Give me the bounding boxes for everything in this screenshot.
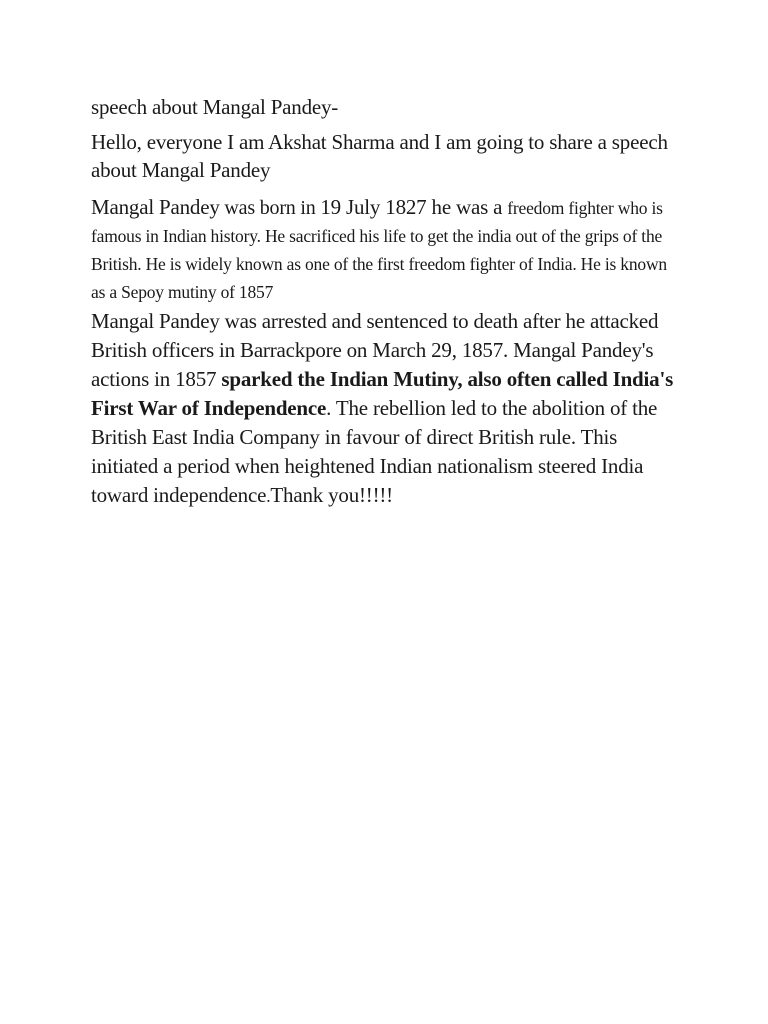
para2-closing-period: . [266,486,271,506]
document-page [91,92,681,511]
para2-text-after-bold: . The rebellion led to the abolition of the British East India Company in favour of direct British rule. This initiated a period when heightened Indian nationalism steered India toward independence [91,396,658,507]
intro-paragraph: Hello, everyone I am Akshat Sharma and I am going to share a speech about Mangal Pandey [91,130,668,182]
para2-text-before-bold: Mangal Pandey was arrested and sentenced to death after he attacked British officers in Barrackpore on March 29, 1857. Mangal Pandey's actions in 1857 [91,309,659,391]
para2-block [91,307,681,511]
para1-he-was: he was a [426,195,508,219]
body-paragraph-2 [91,307,681,511]
para1-lead-mid: was born in [219,197,321,219]
para2-closing: Thank you!!!!! [270,483,393,507]
para1-rest: freedom fighter who is famous in Indian history. He sacrificed his life to get the india out of the grips of the British. He is widely known as one of the first freedom fighter of India. He is known as a Sepoy mutiny of 1857 [91,198,667,302]
para1-date: 19 July 1827 [320,195,427,219]
para2-bold-text: sparked the Indian Mutiny, also often called India's First War of Independence [91,367,674,420]
speech-heading: speech about Mangal Pandey- [91,95,339,119]
body-paragraph-1 [91,194,681,307]
para1-first-line [91,194,681,307]
para1-lead: Mangal Pandey [91,195,220,219]
